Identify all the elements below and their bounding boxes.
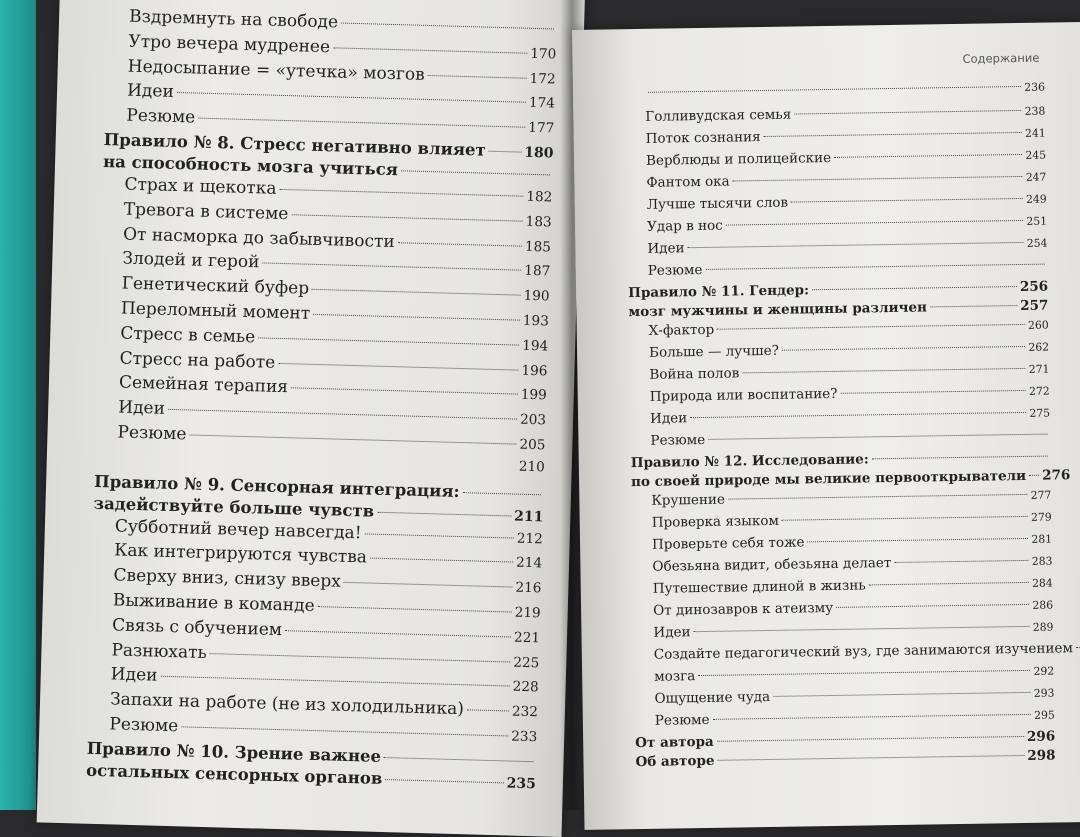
toc-page-number: 296 xyxy=(1026,728,1056,745)
toc-entry-title: Об авторе xyxy=(635,752,715,771)
toc-dot-leader xyxy=(694,626,1030,632)
toc-dot-leader xyxy=(648,86,1021,93)
toc-dot-leader xyxy=(341,23,554,30)
toc-entry-title: Резюме xyxy=(647,261,703,279)
toc-page-number: 180 xyxy=(524,144,554,162)
toc-entry-title: Разнюхать xyxy=(111,639,208,663)
toc-entry-title: Идеи xyxy=(653,624,691,641)
toc-entry-title: Страх и щекотка xyxy=(124,174,277,199)
toc-page-number: 183 xyxy=(525,213,552,231)
toc-entry-title: Резюме xyxy=(650,431,706,449)
toc-entry-title: задействуйте больше чувств xyxy=(93,493,375,521)
toc-page-number: 279 xyxy=(1031,510,1052,524)
toc-dot-leader xyxy=(705,264,1044,270)
toc-dot-leader xyxy=(872,456,1048,460)
toc-page-number: 193 xyxy=(522,312,550,330)
toc-dot-leader xyxy=(312,289,521,296)
toc-dot-leader xyxy=(726,220,1024,226)
toc-page-number: 185 xyxy=(524,238,552,256)
toc-entry-title: Путешествие длиной в жизнь xyxy=(652,577,866,597)
toc-entry-title: Семейная терапия xyxy=(118,372,289,398)
toc-dot-leader xyxy=(463,492,541,495)
toc-page-number: 196 xyxy=(521,362,548,379)
toc-dot-leader xyxy=(894,560,1028,563)
toc-dot-leader xyxy=(365,533,514,538)
toc-page-number: 221 xyxy=(513,629,541,647)
toc-page-number: 260 xyxy=(1027,318,1049,332)
toc-entry-title: остальных сенсорных органов xyxy=(85,760,383,788)
toc-page-number: 247 xyxy=(1025,170,1047,184)
toc-page-number: 219 xyxy=(514,604,541,622)
toc-entry-title: Война полов xyxy=(649,365,740,383)
toc-dot-leader xyxy=(791,198,1023,203)
toc-entry-title: Поток сознания xyxy=(645,129,761,147)
toc-dot-leader xyxy=(930,305,1017,307)
toc-dot-leader xyxy=(836,604,1029,608)
toc-dot-leader xyxy=(782,346,1026,351)
toc-entry-title: Ощущение чуда xyxy=(654,688,771,707)
toc-dot-leader xyxy=(279,189,523,197)
toc-page-number: 284 xyxy=(1032,576,1053,590)
toc-page-number: 272 xyxy=(1029,384,1050,398)
toc-page-number: 172 xyxy=(529,70,556,88)
toc-entry-title: Крушение xyxy=(651,491,726,509)
toc-entry-title: Верблюды и полицейские xyxy=(645,149,832,169)
toc-entry-title: Генетический буфер xyxy=(121,273,310,299)
toc-dot-leader xyxy=(834,154,1022,158)
toc-page-number: 298 xyxy=(1027,747,1056,764)
toc-entry-title: От насморка до забывчивости xyxy=(122,224,395,252)
toc-page-number: 212 xyxy=(516,530,543,547)
toc-page-number: 170 xyxy=(530,45,557,63)
left-toc-list xyxy=(86,6,558,795)
toc-page-number: 228 xyxy=(512,678,539,696)
toc-dot-leader xyxy=(291,214,522,221)
toc-page-number: 295 xyxy=(1034,708,1055,722)
toc-entry-title: по своей природе мы великие первооткрыватели xyxy=(630,467,1027,491)
toc-dot-leader xyxy=(385,779,503,783)
toc-entry-title: на способность мозга учиться xyxy=(102,151,399,180)
toc-page-number: 256 xyxy=(1019,278,1049,295)
toc-page-number: 177 xyxy=(528,119,555,137)
toc-entry-title: Идеи xyxy=(126,80,175,103)
toc-entry-title: Выживание в команде xyxy=(112,590,315,616)
toc-dot-leader xyxy=(764,132,1023,137)
toc-page-number: 262 xyxy=(1028,340,1050,354)
toc-entry-title: Создайте педагогический вуз, где занимаются изучением xyxy=(653,640,1074,663)
toc-page-number: 190 xyxy=(523,287,550,305)
toc-entry-title: Правило № 11. Гендер: xyxy=(628,282,810,302)
toc-dot-leader xyxy=(782,516,1028,521)
toc-dot-leader xyxy=(717,324,1025,330)
toc-entry-title: Тревога в системе xyxy=(123,199,289,224)
toc-page-number: 293 xyxy=(1033,686,1055,700)
toc-dot-leader xyxy=(717,755,1024,761)
toc-page-number: 216 xyxy=(515,579,542,597)
toc-entry-title: Утро вечера мудренее xyxy=(128,31,331,58)
teal-book-cover-edge xyxy=(0,0,36,810)
running-head: Содержание xyxy=(962,50,1040,66)
toc-dot-leader xyxy=(713,714,1032,720)
toc-entry-title: Стресс в семье xyxy=(120,323,256,348)
toc-entry-title: Фантом ока xyxy=(646,173,730,191)
toc-page-number: 277 xyxy=(1030,488,1052,502)
toc-dot-leader xyxy=(489,151,522,153)
left-page xyxy=(37,0,585,837)
toc-entry-title: Идеи xyxy=(649,410,688,427)
toc-page-number: 292 xyxy=(1033,664,1055,678)
toc-dot-leader xyxy=(728,494,1028,500)
toc-dot-leader xyxy=(794,110,1022,115)
toc-page-number: 214 xyxy=(515,554,543,572)
toc-page-number: 205 xyxy=(519,436,546,454)
toc-entry-title: Обезьяна видит, обезьяна делает xyxy=(652,555,892,575)
toc-page-number: 210 xyxy=(518,458,545,476)
toc-entry-title: Вздремнуть на свободе xyxy=(128,6,339,33)
toc-dot-leader xyxy=(177,92,526,103)
toc-entry-title: Как интегрируются чувства xyxy=(113,540,368,568)
toc-entry-title: Стресс на работе xyxy=(119,348,276,373)
toc-page-number: 289 xyxy=(1032,620,1054,634)
toc-page-number: 257 xyxy=(1020,297,1049,314)
toc-dot-leader xyxy=(291,388,518,395)
toc-entry-title: Голливудская семья xyxy=(645,106,792,125)
toc-page-number: 245 xyxy=(1025,148,1047,162)
toc-page-number: 249 xyxy=(1026,192,1047,206)
toc-dot-leader xyxy=(384,757,534,762)
toc-entry-title: Недосыпание = «утечка» мозгов xyxy=(127,56,425,85)
toc-dot-leader xyxy=(698,670,1030,676)
toc-dot-leader xyxy=(370,558,513,563)
toc-page-number: 254 xyxy=(1026,236,1048,250)
toc-dot-leader xyxy=(189,434,516,444)
toc-dot-leader xyxy=(262,263,521,271)
toc-dot-leader xyxy=(210,653,511,662)
toc-page-number: 199 xyxy=(520,387,547,404)
toc-entry-title: Резюме xyxy=(126,105,196,128)
toc-dot-leader xyxy=(773,692,1031,697)
toc-page-number: 203 xyxy=(519,411,547,429)
toc-dot-leader xyxy=(377,511,511,516)
toc-dot-leader xyxy=(160,676,509,687)
toc-page-number: 211 xyxy=(513,508,544,525)
toc-entry-title: Проверка языком xyxy=(651,512,780,531)
toc-dot-leader xyxy=(428,75,527,79)
toc-dot-leader xyxy=(690,412,1026,418)
right-toc-list xyxy=(625,80,1074,774)
toc-entry-title: Субботний вечер навсегда! xyxy=(114,515,362,543)
toc-dot-leader xyxy=(333,47,527,53)
toc-entry-title: мозга xyxy=(654,668,696,685)
toc-entry-title: Идеи xyxy=(647,240,685,257)
toc-page-number: 271 xyxy=(1028,362,1050,376)
toc-page-number: 187 xyxy=(524,263,551,280)
toc-entry-title: Связь с обучением xyxy=(111,615,283,640)
toc-entry-title: Природа или воспитание? xyxy=(649,385,838,405)
toc-dot-leader xyxy=(401,170,550,175)
toc-dot-leader xyxy=(313,314,520,321)
toc-entry-title: Идеи xyxy=(110,664,158,686)
toc-page-number: 182 xyxy=(526,188,553,206)
toc-page-number: 174 xyxy=(528,95,556,112)
toc-entry-title: Проверьте себя тоже xyxy=(651,534,805,553)
toc-page-number: 281 xyxy=(1031,532,1053,546)
toc-page-number: 194 xyxy=(521,337,549,355)
toc-entry-title: Правило № 10. Зрение важнее xyxy=(86,738,382,766)
toc-entry-title: Правило № 9. Сенсорная интеграция: xyxy=(93,471,460,501)
toc-page-number: 241 xyxy=(1024,126,1046,140)
toc-page-number: 236 xyxy=(1024,80,1046,94)
toc-dot-leader xyxy=(467,709,509,711)
toc-entry-title: Переломный момент xyxy=(120,298,311,324)
toc-dot-leader xyxy=(285,630,511,637)
toc-page-number: 238 xyxy=(1024,104,1046,118)
toc-entry-title: Х-фактор xyxy=(648,321,715,339)
toc-dot-leader xyxy=(807,538,1028,542)
toc-dot-leader xyxy=(688,242,1024,248)
toc-entry-title: Резюме xyxy=(117,422,187,445)
toc-page-number: 235 xyxy=(506,775,537,792)
toc-dot-leader xyxy=(278,362,518,370)
toc-entry-title: Резюме xyxy=(654,711,710,729)
toc-dot-leader xyxy=(717,736,1024,742)
toc-page-number: 225 xyxy=(513,654,540,671)
toc-page-number: 251 xyxy=(1026,214,1048,228)
toc-entry-title: Правило № 8. Стресс негативно влияет xyxy=(103,129,487,160)
toc-dot-leader xyxy=(1076,647,1080,648)
toc-dot-leader xyxy=(318,606,512,612)
toc-dot-leader xyxy=(812,286,1017,290)
toc-dot-leader xyxy=(869,582,1029,586)
toc-dot-leader xyxy=(168,409,517,420)
toc-entry-title: Запахи на работе (не из холодильника) xyxy=(109,689,465,720)
toc-entry-title: Больше — лучше? xyxy=(648,342,780,361)
toc-entry-title: Лучше тысячи слов xyxy=(646,194,789,213)
right-page xyxy=(572,22,1080,830)
toc-dot-leader xyxy=(840,390,1026,394)
toc-dot-leader xyxy=(1029,475,1039,476)
toc-page-number: 233 xyxy=(511,728,538,746)
toc-entry-title: Злодей и герой xyxy=(122,248,260,273)
toc-page-number: 276 xyxy=(1042,467,1071,484)
toc-page-number: 286 xyxy=(1032,598,1054,612)
toc-entry-title: Сверху вниз, снизу вверх xyxy=(113,565,342,592)
toc-page-number: 275 xyxy=(1029,406,1051,420)
toc-entry-title: От автора xyxy=(635,733,714,752)
toc-entry-title: Удар в нос xyxy=(646,217,723,235)
toc-dot-leader xyxy=(398,242,522,246)
toc-dot-leader xyxy=(708,434,1047,440)
toc-dot-leader xyxy=(733,176,1023,182)
toc-entry-title: От динозавров к атеизму xyxy=(653,599,834,619)
toc-dot-leader xyxy=(258,337,519,345)
toc-page-number: 232 xyxy=(511,703,539,721)
toc-entry-title: мозг мужчины и женщины различен xyxy=(628,299,928,321)
toc-entry-title: Резюме xyxy=(109,714,179,737)
toc-entry-title: Идеи xyxy=(117,397,166,419)
toc-dot-leader xyxy=(198,118,525,128)
toc-dot-leader xyxy=(742,368,1026,373)
toc-entry-title: Правило № 12. Исследование: xyxy=(630,451,869,472)
toc-dot-leader xyxy=(344,582,513,588)
toc-dot-leader xyxy=(120,455,516,466)
toc-dot-leader xyxy=(181,726,508,736)
toc-page-number: 283 xyxy=(1031,554,1053,568)
